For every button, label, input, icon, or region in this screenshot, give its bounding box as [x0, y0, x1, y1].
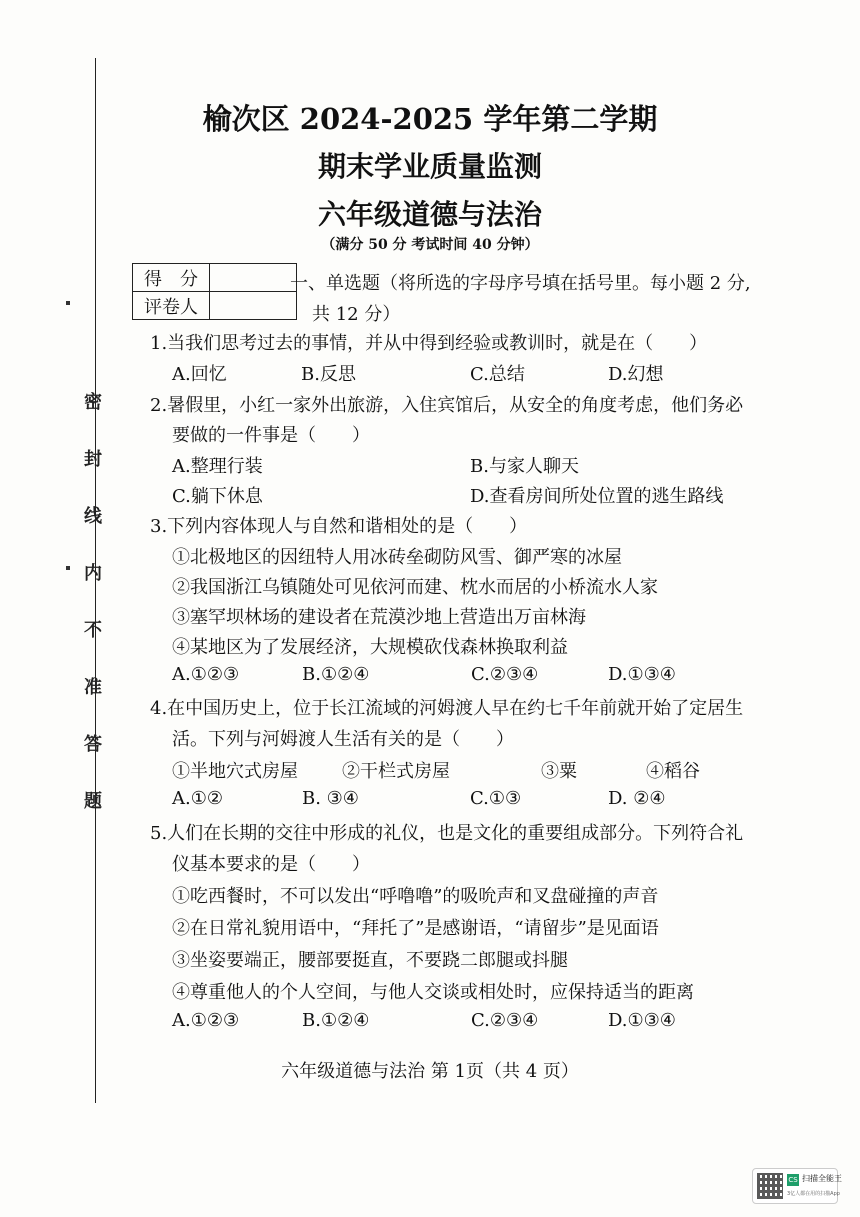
question-2-stem: 2.暑假里，小红一家外出旅游，入住宾馆后，从安全的角度考虑，他们务必 — [150, 395, 744, 416]
question-2-stem-cont: 要做的一件事是（ ） — [172, 425, 370, 446]
question-4-option-a[interactable]: A.①② — [172, 788, 223, 809]
question-3-option-c[interactable]: C.②③④ — [471, 664, 539, 685]
question-3-statement: ②我国浙江乌镇随处可见依河而建、枕水而居的小桥流水人家 — [172, 577, 658, 598]
score-label: 得 分 — [133, 264, 210, 292]
exam-title-line2: 期末学业质量监测 — [317, 150, 542, 183]
exam-title-line1: 榆次区 2024-2025 学年第二学期 — [202, 102, 658, 136]
exam-info: （满分 50 分 考试时间 40 分钟） — [321, 237, 539, 253]
question-5-statement: ①吃西餐时，不可以发出“呼噜噜”的吸吮声和叉盘碰撞的声音 — [172, 886, 659, 907]
question-3-stem: 3.下列内容体现人与自然和谐相处的是（ ） — [150, 516, 528, 537]
question-4-statement: ③粟 — [541, 761, 577, 782]
question-5-option-a[interactable]: A.①②③ — [172, 1010, 240, 1031]
page-footer: 六年级道德与法治 第 1页（共 4 页） — [281, 1061, 579, 1082]
question-1-option-c[interactable]: C.总结 — [470, 364, 525, 385]
section-heading-line1: 一、单选题（将所选的字母序号填在括号里。每小题 2 分, — [290, 273, 751, 294]
question-1-stem: 1.当我们思考过去的事情，并从中得到经验或教训时，就是在（ ） — [150, 333, 708, 354]
question-2-option-d[interactable]: D.查看房间所处位置的逃生路线 — [470, 486, 724, 507]
question-3-statement: ④某地区为了发展经济，大规模砍伐森林换取利益 — [172, 637, 568, 658]
question-5-stem-cont: 仪基本要求的是（ ） — [172, 854, 370, 875]
section-heading-line2: 共 12 分） — [312, 304, 401, 325]
question-4-option-b[interactable]: B. ③④ — [302, 788, 359, 809]
scanner-watermark — [752, 1168, 842, 1204]
question-4-option-d[interactable]: D. ②④ — [608, 788, 666, 809]
question-4-statement: ①半地穴式房屋 — [172, 761, 298, 782]
question-4-stem: 4.在中国历史上，位于长江流域的河姆渡人早在约七千年前就开始了定居生 — [150, 698, 744, 719]
question-3-statement: ③塞罕坝林场的建设者在荒漠沙地上营造出万亩林海 — [172, 607, 586, 628]
question-1-option-a[interactable]: A.回忆 — [172, 364, 227, 385]
question-2-option-b[interactable]: B.与家人聊天 — [470, 456, 579, 477]
question-1-option-d[interactable]: D.幻想 — [608, 364, 664, 385]
scanner-subtitle: 3亿人都在用的扫描App — [787, 1191, 840, 1197]
seal-line-notice: 密封线内不准答题 — [81, 392, 102, 848]
question-4-statement: ④稻谷 — [646, 761, 700, 782]
grader-label: 评卷人 — [133, 292, 210, 320]
question-4-stem-cont: 活。下列与河姆渡人生活有关的是（ ） — [172, 729, 514, 750]
binding-mark — [66, 301, 70, 305]
question-5-statement: ④尊重他人的个人空间，与他人交谈或相处时，应保持适当的距离 — [172, 982, 694, 1003]
question-3-option-b[interactable]: B.①②④ — [302, 664, 370, 685]
binding-mark — [66, 566, 70, 570]
question-5-stem: 5.人们在长期的交往中形成的礼仪，也是文化的重要组成部分。下列符合礼 — [150, 823, 744, 844]
question-4-option-c[interactable]: C.①③ — [470, 788, 522, 809]
question-5-statement: ②在日常礼貌用语中，“拜托了”是感谢语，“请留步”是见面语 — [172, 918, 659, 939]
question-3-statement: ①北极地区的因纽特人用冰砖垒砌防风雪、御严寒的冰屋 — [172, 547, 622, 568]
question-5-option-c[interactable]: C.②③④ — [471, 1010, 539, 1031]
score-cell[interactable] — [210, 264, 297, 292]
question-3-option-d[interactable]: D.①③④ — [608, 664, 676, 685]
scanner-logo-icon: CS — [788, 1176, 798, 1184]
exam-title-subject: 六年级道德与法治 — [317, 198, 542, 231]
question-1-option-b[interactable]: B.反思 — [301, 364, 356, 385]
score-box — [132, 263, 297, 320]
question-5-option-d[interactable]: D.①③④ — [608, 1010, 676, 1031]
question-4-statement: ②干栏式房屋 — [342, 761, 450, 782]
grader-cell[interactable] — [210, 292, 297, 320]
question-5-option-b[interactable]: B.①②④ — [302, 1010, 370, 1031]
question-2-option-a[interactable]: A.整理行装 — [172, 456, 263, 477]
question-3-option-a[interactable]: A.①②③ — [172, 664, 240, 685]
qr-code-icon — [757, 1173, 783, 1199]
question-2-option-c[interactable]: C.躺下休息 — [172, 486, 263, 507]
section-heading — [290, 268, 810, 330]
scanner-brand: 扫描全能王 — [802, 1174, 842, 1183]
question-5-statement: ③坐姿要端正，腰部要挺直，不要跷二郎腿或抖腿 — [172, 950, 568, 971]
